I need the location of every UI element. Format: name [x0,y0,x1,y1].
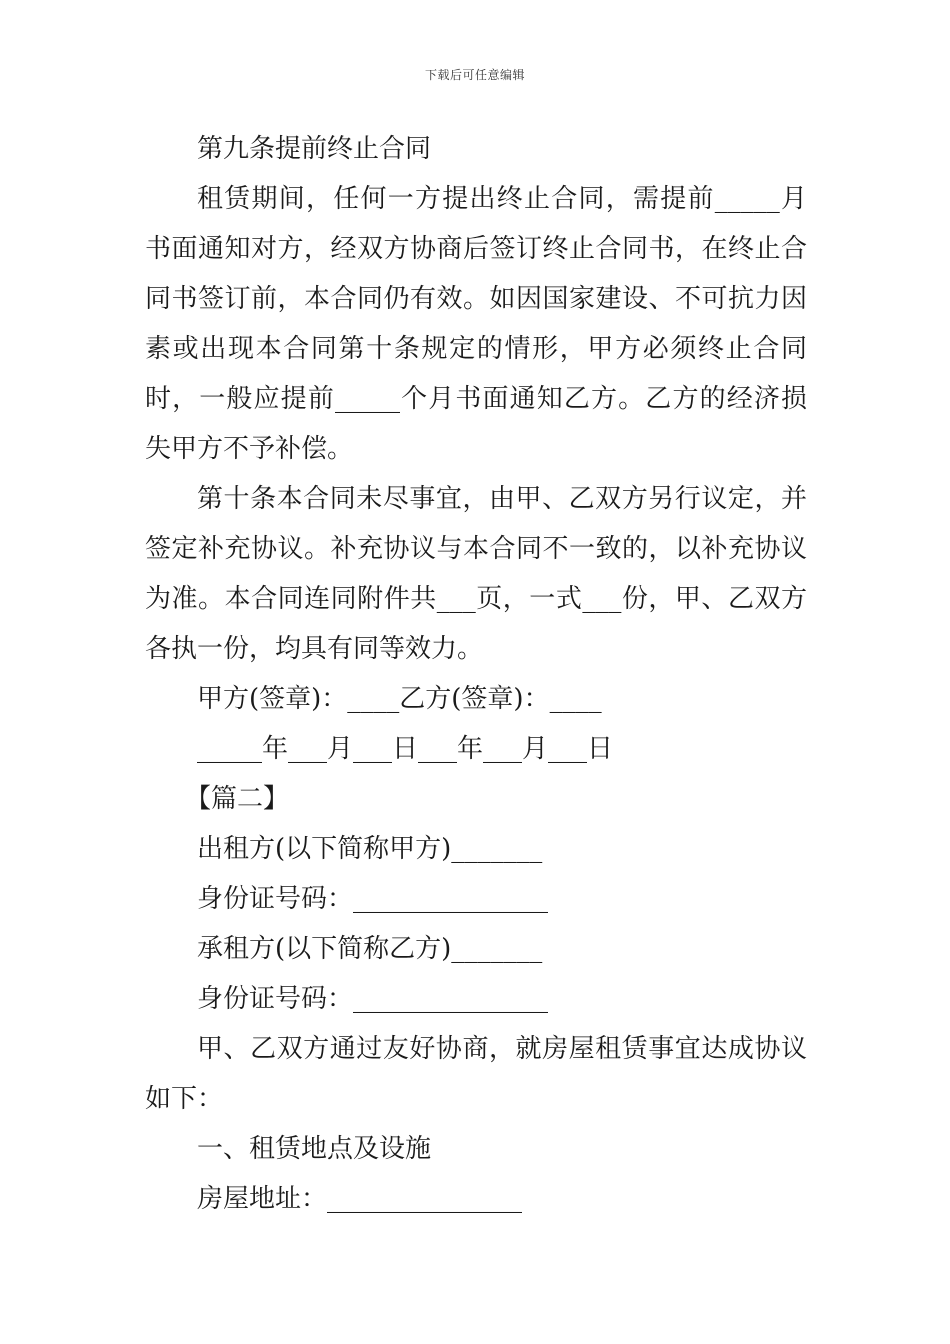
document-body [145,124,807,1224]
article-9-title: 第九条提前终止合同 [197,134,432,164]
lessor-id-line: 身份证号码：_______________ [197,884,549,914]
date-line: _____年___月___日___年___月___日 [197,734,614,764]
address-line: 房屋地址：_______________ [197,1184,523,1214]
lessee-id-line: 身份证号码：_______________ [197,984,549,1014]
lessor-line: 出租方(以下简称甲方)_______ [197,834,543,864]
page-header-note: 下载后可任意编辑 [424,68,525,82]
article-10-body: 第十条本合同未尽事宜，由甲、乙双方另行议定，并签定补充协议。补充协议与本合同不一致的，以补充协议为准。本合同连同附件共___页，一式___份，甲、乙双方各执一份，均具有同等效力。 [145,484,807,664]
section-heading: 【篇二】 [185,784,290,814]
signature-line: 甲方(签章)：____乙方(签章)：____ [197,684,602,714]
article-9-body: 租赁期间，任何一方提出终止合同，需提前_____月书面通知对方，经双方协商后签订终止合同书，在终止合同书签订前，本合同仍有效。如因国家建设、不可抗力因素或出现本合同第十条规定的情形，甲方必须终止合同时，一般应提前_____个月书面通知乙方。乙方的经济损失甲方不予补偿。 [145,184,807,464]
clause-1-title: 一、租赁地点及设施 [197,1134,432,1164]
agreement-intro: 甲、乙双方通过友好协商，就房屋租赁事宜达成协议如下： [145,1034,807,1114]
lessee-line: 承租方(以下简称乙方)_______ [197,934,543,964]
